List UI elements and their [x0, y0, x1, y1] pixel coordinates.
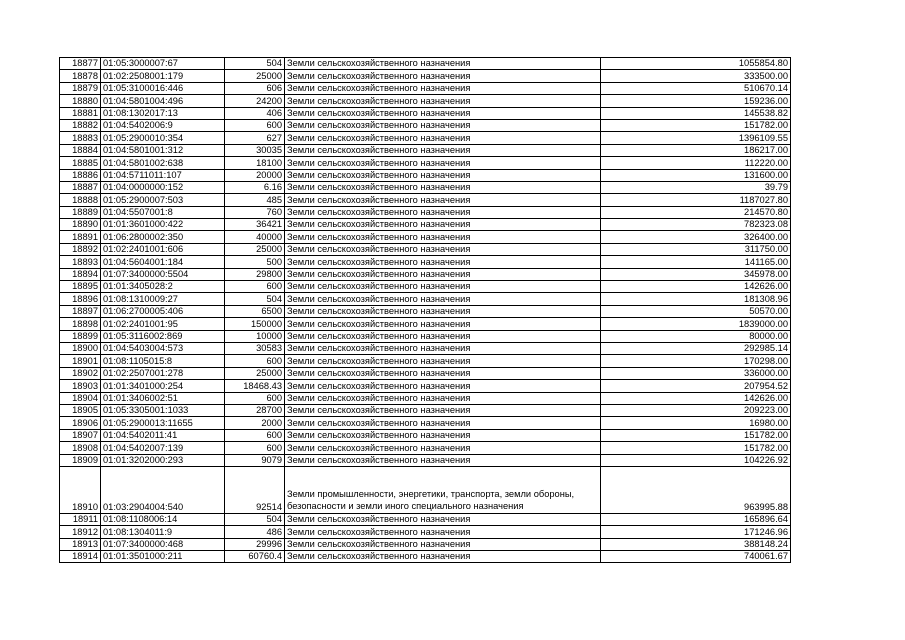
land-category-cell: Земли сельскохозяйственного назначения	[285, 454, 601, 466]
land-category-cell: Земли сельскохозяйственного назначения	[285, 169, 601, 181]
table-body	[60, 58, 791, 563]
cadastral-number-cell: 01:04:5604001:184	[101, 256, 225, 268]
row-number-cell: 18905	[60, 404, 101, 416]
row-number-cell: 18884	[60, 144, 101, 156]
row-number-cell: 18910	[60, 466, 101, 513]
area-cell: 500	[225, 256, 285, 268]
cadastral-value-cell: 170298.00	[601, 355, 791, 367]
area-cell: 504	[225, 513, 285, 525]
cadastral-number-cell: 01:04:5402006:9	[101, 119, 225, 131]
area-cell: 600	[225, 281, 285, 293]
area-cell: 10000	[225, 330, 285, 342]
area-cell: 18100	[225, 157, 285, 169]
land-category-cell: Земли сельскохозяйственного назначения	[285, 551, 601, 563]
cadastral-number-cell: 01:01:3202000:293	[101, 454, 225, 466]
table-row	[60, 318, 791, 330]
area-cell: 600	[225, 355, 285, 367]
row-number-cell: 18909	[60, 454, 101, 466]
table-row	[60, 305, 791, 317]
cadastral-value-cell: 171246.96	[601, 526, 791, 538]
area-cell: 504	[225, 293, 285, 305]
cadastral-value-cell: 151782.00	[601, 429, 791, 441]
area-cell: 20000	[225, 169, 285, 181]
cadastral-number-cell: 01:01:3501000:211	[101, 551, 225, 563]
area-cell: 760	[225, 206, 285, 218]
land-category-cell: Земли сельскохозяйственного назначения	[285, 70, 601, 82]
row-number-cell: 18880	[60, 95, 101, 107]
land-category-cell: Земли сельскохозяйственного назначения	[285, 342, 601, 354]
row-number-cell: 18902	[60, 367, 101, 379]
row-number-cell: 18899	[60, 330, 101, 342]
row-number-cell: 18911	[60, 513, 101, 525]
cadastral-value-cell: 311750.00	[601, 243, 791, 255]
land-category-cell: Земли сельскохозяйственного назначения	[285, 82, 601, 94]
row-number-cell: 18894	[60, 268, 101, 280]
row-number-cell: 18890	[60, 219, 101, 231]
row-number-cell: 18914	[60, 551, 101, 563]
cadastral-number-cell: 01:04:5402007:139	[101, 442, 225, 454]
area-cell: 60760.4	[225, 551, 285, 563]
table-row	[60, 231, 791, 243]
table-row	[60, 219, 791, 231]
cadastral-number-cell: 01:04:0000000:152	[101, 181, 225, 193]
row-number-cell: 18889	[60, 206, 101, 218]
cadastral-number-cell: 01:07:3400000:468	[101, 538, 225, 550]
cadastral-number-cell: 01:01:3601000:422	[101, 219, 225, 231]
cadastral-value-cell: 141165.00	[601, 256, 791, 268]
cadastral-value-cell: 165896.64	[601, 513, 791, 525]
table-row	[60, 144, 791, 156]
land-category-cell: Земли сельскохозяйственного назначения	[285, 293, 601, 305]
land-category-cell: Земли сельскохозяйственного назначения	[285, 404, 601, 416]
land-category-cell: Земли сельскохозяйственного назначения	[285, 194, 601, 206]
area-cell: 6500	[225, 305, 285, 317]
table-row	[60, 551, 791, 563]
area-cell: 36421	[225, 219, 285, 231]
land-category-cell: Земли сельскохозяйственного назначения	[285, 206, 601, 218]
table-row	[60, 70, 791, 82]
land-category-cell: Земли промышленности, энергетики, транспорта, земли обороны, безопасности и земли иного специального назначения	[285, 466, 601, 513]
cadastral-number-cell: 01:04:5801002:638	[101, 157, 225, 169]
cadastral-number-cell: 01:08:1310009:27	[101, 293, 225, 305]
table-row	[60, 256, 791, 268]
cadastral-number-cell: 01:08:1108006:14	[101, 513, 225, 525]
row-number-cell: 18883	[60, 132, 101, 144]
cadastral-value-cell: 181308.96	[601, 293, 791, 305]
land-category-cell: Земли сельскохозяйственного назначения	[285, 119, 601, 131]
table-row	[60, 181, 791, 193]
land-category-cell: Земли сельскохозяйственного назначения	[285, 107, 601, 119]
cadastral-value-cell: 292985.14	[601, 342, 791, 354]
land-category-cell: Земли сельскохозяйственного назначения	[285, 417, 601, 429]
table-row	[60, 132, 791, 144]
cadastral-value-cell: 345978.00	[601, 268, 791, 280]
land-category-cell: Земли сельскохозяйственного назначения	[285, 243, 601, 255]
land-category-cell: Земли сельскохозяйственного назначения	[285, 144, 601, 156]
row-number-cell: 18886	[60, 169, 101, 181]
row-number-cell: 18907	[60, 429, 101, 441]
table-row	[60, 281, 791, 293]
cadastral-number-cell: 01:04:5801004:496	[101, 95, 225, 107]
cadastral-number-cell: 01:07:3400000:5504	[101, 268, 225, 280]
cadastral-value-cell: 510670.14	[601, 82, 791, 94]
cadastral-number-cell: 01:01:3401000:254	[101, 380, 225, 392]
land-category-cell: Земли сельскохозяйственного назначения	[285, 442, 601, 454]
cadastral-value-cell: 207954.52	[601, 380, 791, 392]
cadastral-number-cell: 01:08:1105015:8	[101, 355, 225, 367]
table-row	[60, 95, 791, 107]
cadastral-value-cell: 80000.00	[601, 330, 791, 342]
cadastral-number-cell: 01:02:2401001:606	[101, 243, 225, 255]
row-number-cell: 18895	[60, 281, 101, 293]
land-category-cell: Земли сельскохозяйственного назначения	[285, 330, 601, 342]
table-row	[60, 194, 791, 206]
land-category-cell: Земли сельскохозяйственного назначения	[285, 256, 601, 268]
land-category-cell: Земли сельскохозяйственного назначения	[285, 392, 601, 404]
land-category-cell: Земли сельскохозяйственного назначения	[285, 95, 601, 107]
cadastral-value-cell: 209223.00	[601, 404, 791, 416]
table-row	[60, 58, 791, 70]
area-cell: 504	[225, 58, 285, 70]
row-number-cell: 18898	[60, 318, 101, 330]
area-cell: 25000	[225, 243, 285, 255]
cadastral-value-cell: 104226.92	[601, 454, 791, 466]
land-category-cell: Земли сельскохозяйственного назначения	[285, 429, 601, 441]
row-number-cell: 18897	[60, 305, 101, 317]
land-category-cell: Земли сельскохозяйственного назначения	[285, 219, 601, 231]
land-category-cell: Земли сельскохозяйственного назначения	[285, 526, 601, 538]
cadastral-value-cell: 159236.00	[601, 95, 791, 107]
table-row	[60, 169, 791, 181]
table-row	[60, 355, 791, 367]
land-category-cell: Земли сельскохозяйственного назначения	[285, 157, 601, 169]
cadastral-value-cell: 39.79	[601, 181, 791, 193]
land-category-cell: Земли сельскохозяйственного назначения	[285, 380, 601, 392]
cadastral-number-cell: 01:08:1304011:9	[101, 526, 225, 538]
table-row	[60, 429, 791, 441]
cadastral-number-cell: 01:05:3116002:869	[101, 330, 225, 342]
land-category-cell: Земли сельскохозяйственного назначения	[285, 268, 601, 280]
table-row	[60, 417, 791, 429]
area-cell: 92514	[225, 466, 285, 513]
row-number-cell: 18903	[60, 380, 101, 392]
row-number-cell: 18878	[60, 70, 101, 82]
table-row	[60, 107, 791, 119]
area-cell: 600	[225, 392, 285, 404]
row-number-cell: 18885	[60, 157, 101, 169]
table-row	[60, 454, 791, 466]
table-row	[60, 380, 791, 392]
cadastral-number-cell: 01:04:5403004:573	[101, 342, 225, 354]
land-category-cell: Земли сельскохозяйственного назначения	[285, 281, 601, 293]
table-row	[60, 526, 791, 538]
cadastral-value-cell: 782323.08	[601, 219, 791, 231]
row-number-cell: 18901	[60, 355, 101, 367]
land-category-cell: Земли сельскохозяйственного назначения	[285, 538, 601, 550]
area-cell: 9079	[225, 454, 285, 466]
cadastral-number-cell: 01:04:5801001:312	[101, 144, 225, 156]
row-number-cell: 18912	[60, 526, 101, 538]
area-cell: 2000	[225, 417, 285, 429]
row-number-cell: 18877	[60, 58, 101, 70]
area-cell: 30583	[225, 342, 285, 354]
land-category-cell: Земли сельскохозяйственного назначения	[285, 305, 601, 317]
cadastral-value-cell: 145538.82	[601, 107, 791, 119]
cadastral-number-cell: 01:05:2900007:503	[101, 194, 225, 206]
land-plots-table	[59, 57, 791, 563]
cadastral-value-cell: 740061.67	[601, 551, 791, 563]
area-cell: 18468.43	[225, 380, 285, 392]
cadastral-value-cell: 1396109.55	[601, 132, 791, 144]
row-number-cell: 18900	[60, 342, 101, 354]
area-cell: 627	[225, 132, 285, 144]
cadastral-number-cell: 01:05:2900013:11655	[101, 417, 225, 429]
cadastral-number-cell: 01:02:2508001:179	[101, 70, 225, 82]
table-row	[60, 342, 791, 354]
table-row	[60, 243, 791, 255]
cadastral-number-cell: 01:01:3406002:51	[101, 392, 225, 404]
area-cell: 600	[225, 119, 285, 131]
table-row	[60, 392, 791, 404]
cadastral-value-cell: 50570.00	[601, 305, 791, 317]
land-category-cell: Земли сельскохозяйственного назначения	[285, 318, 601, 330]
table-row	[60, 268, 791, 280]
area-cell: 406	[225, 107, 285, 119]
area-cell: 25000	[225, 367, 285, 379]
area-cell: 40000	[225, 231, 285, 243]
cadastral-value-cell: 388148.24	[601, 538, 791, 550]
cadastral-number-cell: 01:06:2700005:406	[101, 305, 225, 317]
row-number-cell: 18892	[60, 243, 101, 255]
cadastral-value-cell: 214570.80	[601, 206, 791, 218]
area-cell: 486	[225, 526, 285, 538]
row-number-cell: 18913	[60, 538, 101, 550]
cadastral-value-cell: 963995.88	[601, 466, 791, 513]
table-row	[60, 367, 791, 379]
land-category-cell: Земли сельскохозяйственного назначения	[285, 367, 601, 379]
row-number-cell: 18906	[60, 417, 101, 429]
row-number-cell: 18904	[60, 392, 101, 404]
land-category-cell: Земли сельскохозяйственного назначения	[285, 231, 601, 243]
area-cell: 600	[225, 442, 285, 454]
table-row	[60, 157, 791, 169]
area-cell: 29996	[225, 538, 285, 550]
table-row	[60, 330, 791, 342]
cadastral-value-cell: 326400.00	[601, 231, 791, 243]
cadastral-value-cell: 333500.00	[601, 70, 791, 82]
area-cell: 29800	[225, 268, 285, 280]
cadastral-number-cell: 01:03:2904004:540	[101, 466, 225, 513]
cadastral-number-cell: 01:04:5711011:107	[101, 169, 225, 181]
table-row	[60, 206, 791, 218]
row-number-cell: 18896	[60, 293, 101, 305]
table-row	[60, 404, 791, 416]
area-cell: 606	[225, 82, 285, 94]
table-row	[60, 466, 791, 513]
cadastral-value-cell: 131600.00	[601, 169, 791, 181]
row-number-cell: 18893	[60, 256, 101, 268]
land-category-cell: Земли сельскохозяйственного назначения	[285, 132, 601, 144]
cadastral-value-cell: 151782.00	[601, 119, 791, 131]
cadastral-value-cell: 151782.00	[601, 442, 791, 454]
cadastral-number-cell: 01:02:2507001:278	[101, 367, 225, 379]
cadastral-value-cell: 112220.00	[601, 157, 791, 169]
cadastral-value-cell: 1839000.00	[601, 318, 791, 330]
row-number-cell: 18908	[60, 442, 101, 454]
cadastral-number-cell: 01:06:2800002:350	[101, 231, 225, 243]
area-cell: 485	[225, 194, 285, 206]
cadastral-value-cell: 336000.00	[601, 367, 791, 379]
land-category-cell: Земли сельскохозяйственного назначения	[285, 355, 601, 367]
row-number-cell: 18891	[60, 231, 101, 243]
cadastral-number-cell: 01:05:3305001:1033	[101, 404, 225, 416]
row-number-cell: 18879	[60, 82, 101, 94]
cadastral-number-cell: 01:08:1302017:13	[101, 107, 225, 119]
cadastral-number-cell: 01:02:2401001:95	[101, 318, 225, 330]
area-cell: 25000	[225, 70, 285, 82]
cadastral-number-cell: 01:05:3000007:67	[101, 58, 225, 70]
area-cell: 28700	[225, 404, 285, 416]
land-category-cell: Земли сельскохозяйственного назначения	[285, 58, 601, 70]
table-row	[60, 82, 791, 94]
cadastral-number-cell: 01:01:3405028:2	[101, 281, 225, 293]
row-number-cell: 18888	[60, 194, 101, 206]
cadastral-value-cell: 142626.00	[601, 281, 791, 293]
cadastral-value-cell: 142626.00	[601, 392, 791, 404]
cadastral-value-cell: 1187027.80	[601, 194, 791, 206]
table-row	[60, 513, 791, 525]
table-row	[60, 293, 791, 305]
cadastral-number-cell: 01:05:3100016:446	[101, 82, 225, 94]
area-cell: 600	[225, 429, 285, 441]
land-category-cell: Земли сельскохозяйственного назначения	[285, 513, 601, 525]
table-row	[60, 442, 791, 454]
cadastral-value-cell: 1055854.80	[601, 58, 791, 70]
cadastral-number-cell: 01:04:5402011:41	[101, 429, 225, 441]
table-row	[60, 119, 791, 131]
area-cell: 6.16	[225, 181, 285, 193]
table-row	[60, 538, 791, 550]
row-number-cell: 18882	[60, 119, 101, 131]
cadastral-value-cell: 186217.00	[601, 144, 791, 156]
area-cell: 150000	[225, 318, 285, 330]
land-category-cell: Земли сельскохозяйственного назначения	[285, 181, 601, 193]
row-number-cell: 18887	[60, 181, 101, 193]
cadastral-value-cell: 16980.00	[601, 417, 791, 429]
cadastral-number-cell: 01:05:2900010:354	[101, 132, 225, 144]
area-cell: 30035	[225, 144, 285, 156]
row-number-cell: 18881	[60, 107, 101, 119]
cadastral-number-cell: 01:04:5507001:8	[101, 206, 225, 218]
area-cell: 24200	[225, 95, 285, 107]
